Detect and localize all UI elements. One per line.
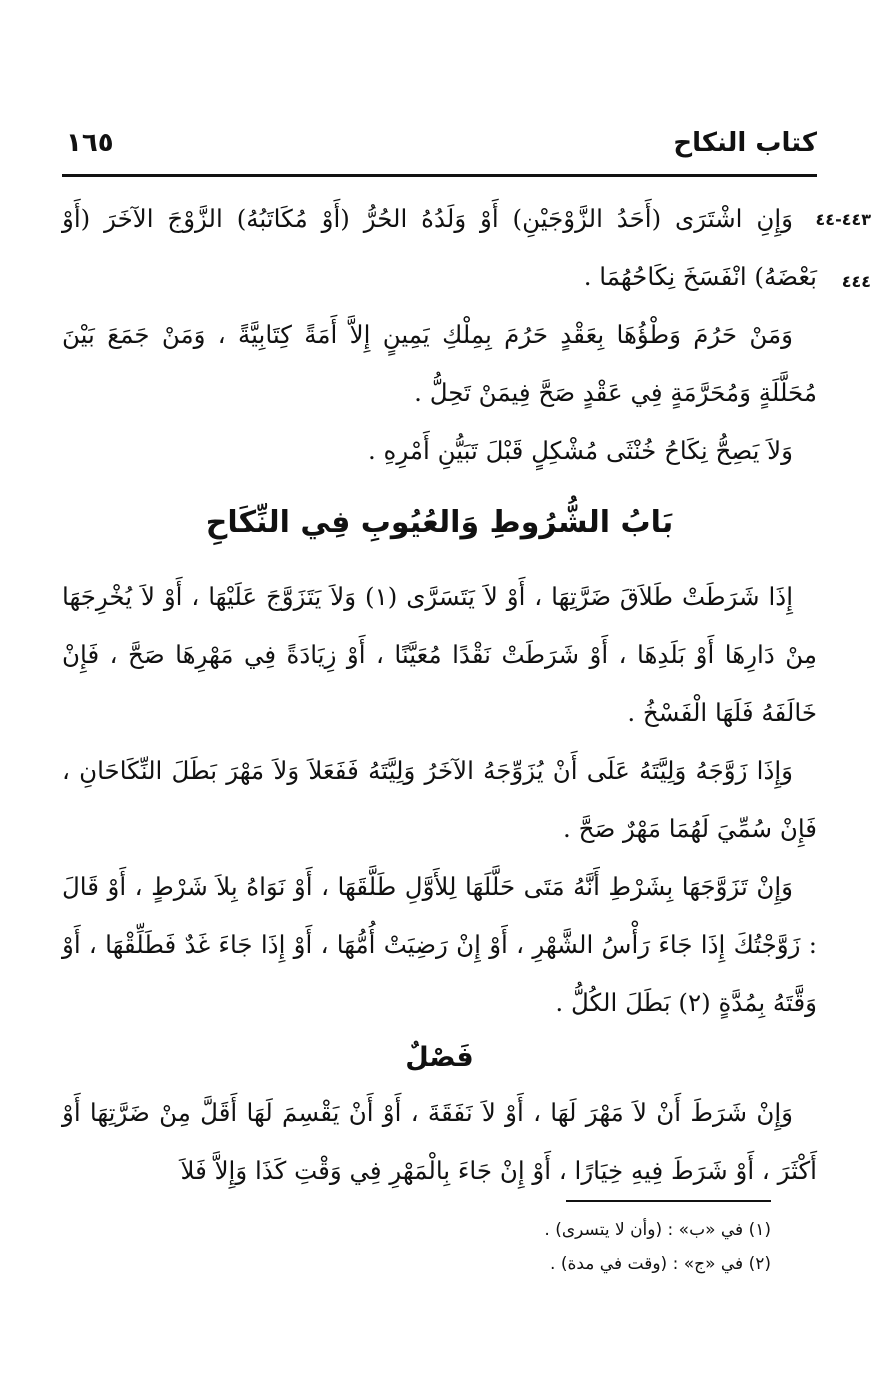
running-title: كتاب النكاح [673,128,817,158]
paragraph: وَإِنْ شَرَطَ أَنْ لاَ مَهْرَ لَهَا ، أَوْ لاَ نَفَقَةَ ، أَوْ أَنْ يَقْسِمَ لَهَا أَقَلَّ مِنْ ضَرَّتِهَا أَوْ أَكْثَرَ ، أَوْ شَرَطَ فِيهِ خِيَارًا ، أَوْ إِنْ جَاءَ بِالْمَهْرِ فِي وَقْتِ كَذَا وَإِلاَّ فَلاَ [62,1098,817,1185]
margin-reference: ٤٤٤ [841,272,871,291]
paragraph: وَمَنْ حَرُمَ وَطْؤُهَا بِعَقْدٍ حَرُمَ بِمِلْكِ يَمِينٍ إِلاَّ أَمَةً كِتَابِيَّةً ، وَمَنْ جَمَعَ بَيْنَ مُحَلَّلَةٍ وَمُحَرَّمَةٍ فِي عَقْدٍ صَحَّ فِيمَنْ تَحِلُّ . [62,320,817,407]
footnotes [351,1213,771,1281]
paragraph: وَلاَ يَصِحُّ نِكَاحُ خُنْثَى مُشْكِلٍ قَبْلَ تَبَيُّنِ أَمْرِهِ . [367,436,793,465]
paragraph: وَإِنِ اشْتَرَى (أَحَدُ الزَّوْجَيْنِ) أَوْ وَلَدُهُ الحُرُّ (أَوْ مُكَاتَبُهُ) الزَّوْجَ الآخَرَ (أَوْ بَعْضَهُ) انْفَسَخَ نِكَاحُهُمَا . [62,204,817,291]
main-text [62,190,817,1200]
footnote: (٢) في «ج» : (وقت في مدة) . [550,1254,771,1274]
footnote-rule [566,1200,771,1202]
paragraph: إِذَا شَرَطَتْ طَلاَقَ ضَرَّتِهَا ، أَوْ لاَ يَتَسَرَّى (١) وَلاَ يَتَزَوَّجَ عَلَيْهَا ، أَوْ لاَ يُخْرِجَهَا مِنْ دَارِهَا أَوْ بَلَدِهَا ، أَوْ شَرَطَتْ نَقْدًا مُعَيَّنًا ، أَوْ زِيَادَةً فِي مَهْرِهَا صَحَّ ، فَإِنْ خَالَفَهُ فَلَهَا الْفَسْخُ . [62,582,817,727]
subheading: فَصْلٌ [405,1042,474,1073]
paragraph: وَإِذَا زَوَّجَهُ وَلِيَّتَهُ عَلَى أَنْ يُزَوِّجَهُ الآخَرُ وَلِيَّتَهُ فَفَعَلاَ وَلاَ مَهْرَ بَطَلَ النِّكَاحَانِ ، فَإِنْ سُمِّيَ لَهُمَا مَهْرٌ صَحَّ . [62,756,817,843]
footnote: (١) في «ب» : (وأن لا يتسرى) . [544,1220,771,1240]
section-heading: بَابُ الشُّرُوطِ وَالعُيُوبِ فِي النِّكَاحِ [205,505,674,540]
margin-reference: ٤٤٣-٤٤ [815,210,871,229]
header-rule [62,174,817,177]
paragraph: وَإِنْ تَزَوَّجَهَا بِشَرْطِ أَنَّهُ مَتَى حَلَّلَهَا لِلأَوَّلِ طَلَّقَهَا ، أَوْ نَوَاهُ بِلاَ شَرْطٍ ، أَوْ قَالَ : زَوَّجْتُكَ إِذَا جَاءَ رَأْسُ الشَّهْرِ ، أَوْ إِنْ رَضِيَتْ أُمُّهَا ، أَوْ إِذَا جَاءَ غَدٌ فَطَلِّقْهَا ، أَوْ وَقَّتَهُ بِمُدَّةٍ (٢) بَطَلَ الكُلُّ . [62,872,817,1017]
page-number: ١٦٥ [66,128,114,158]
